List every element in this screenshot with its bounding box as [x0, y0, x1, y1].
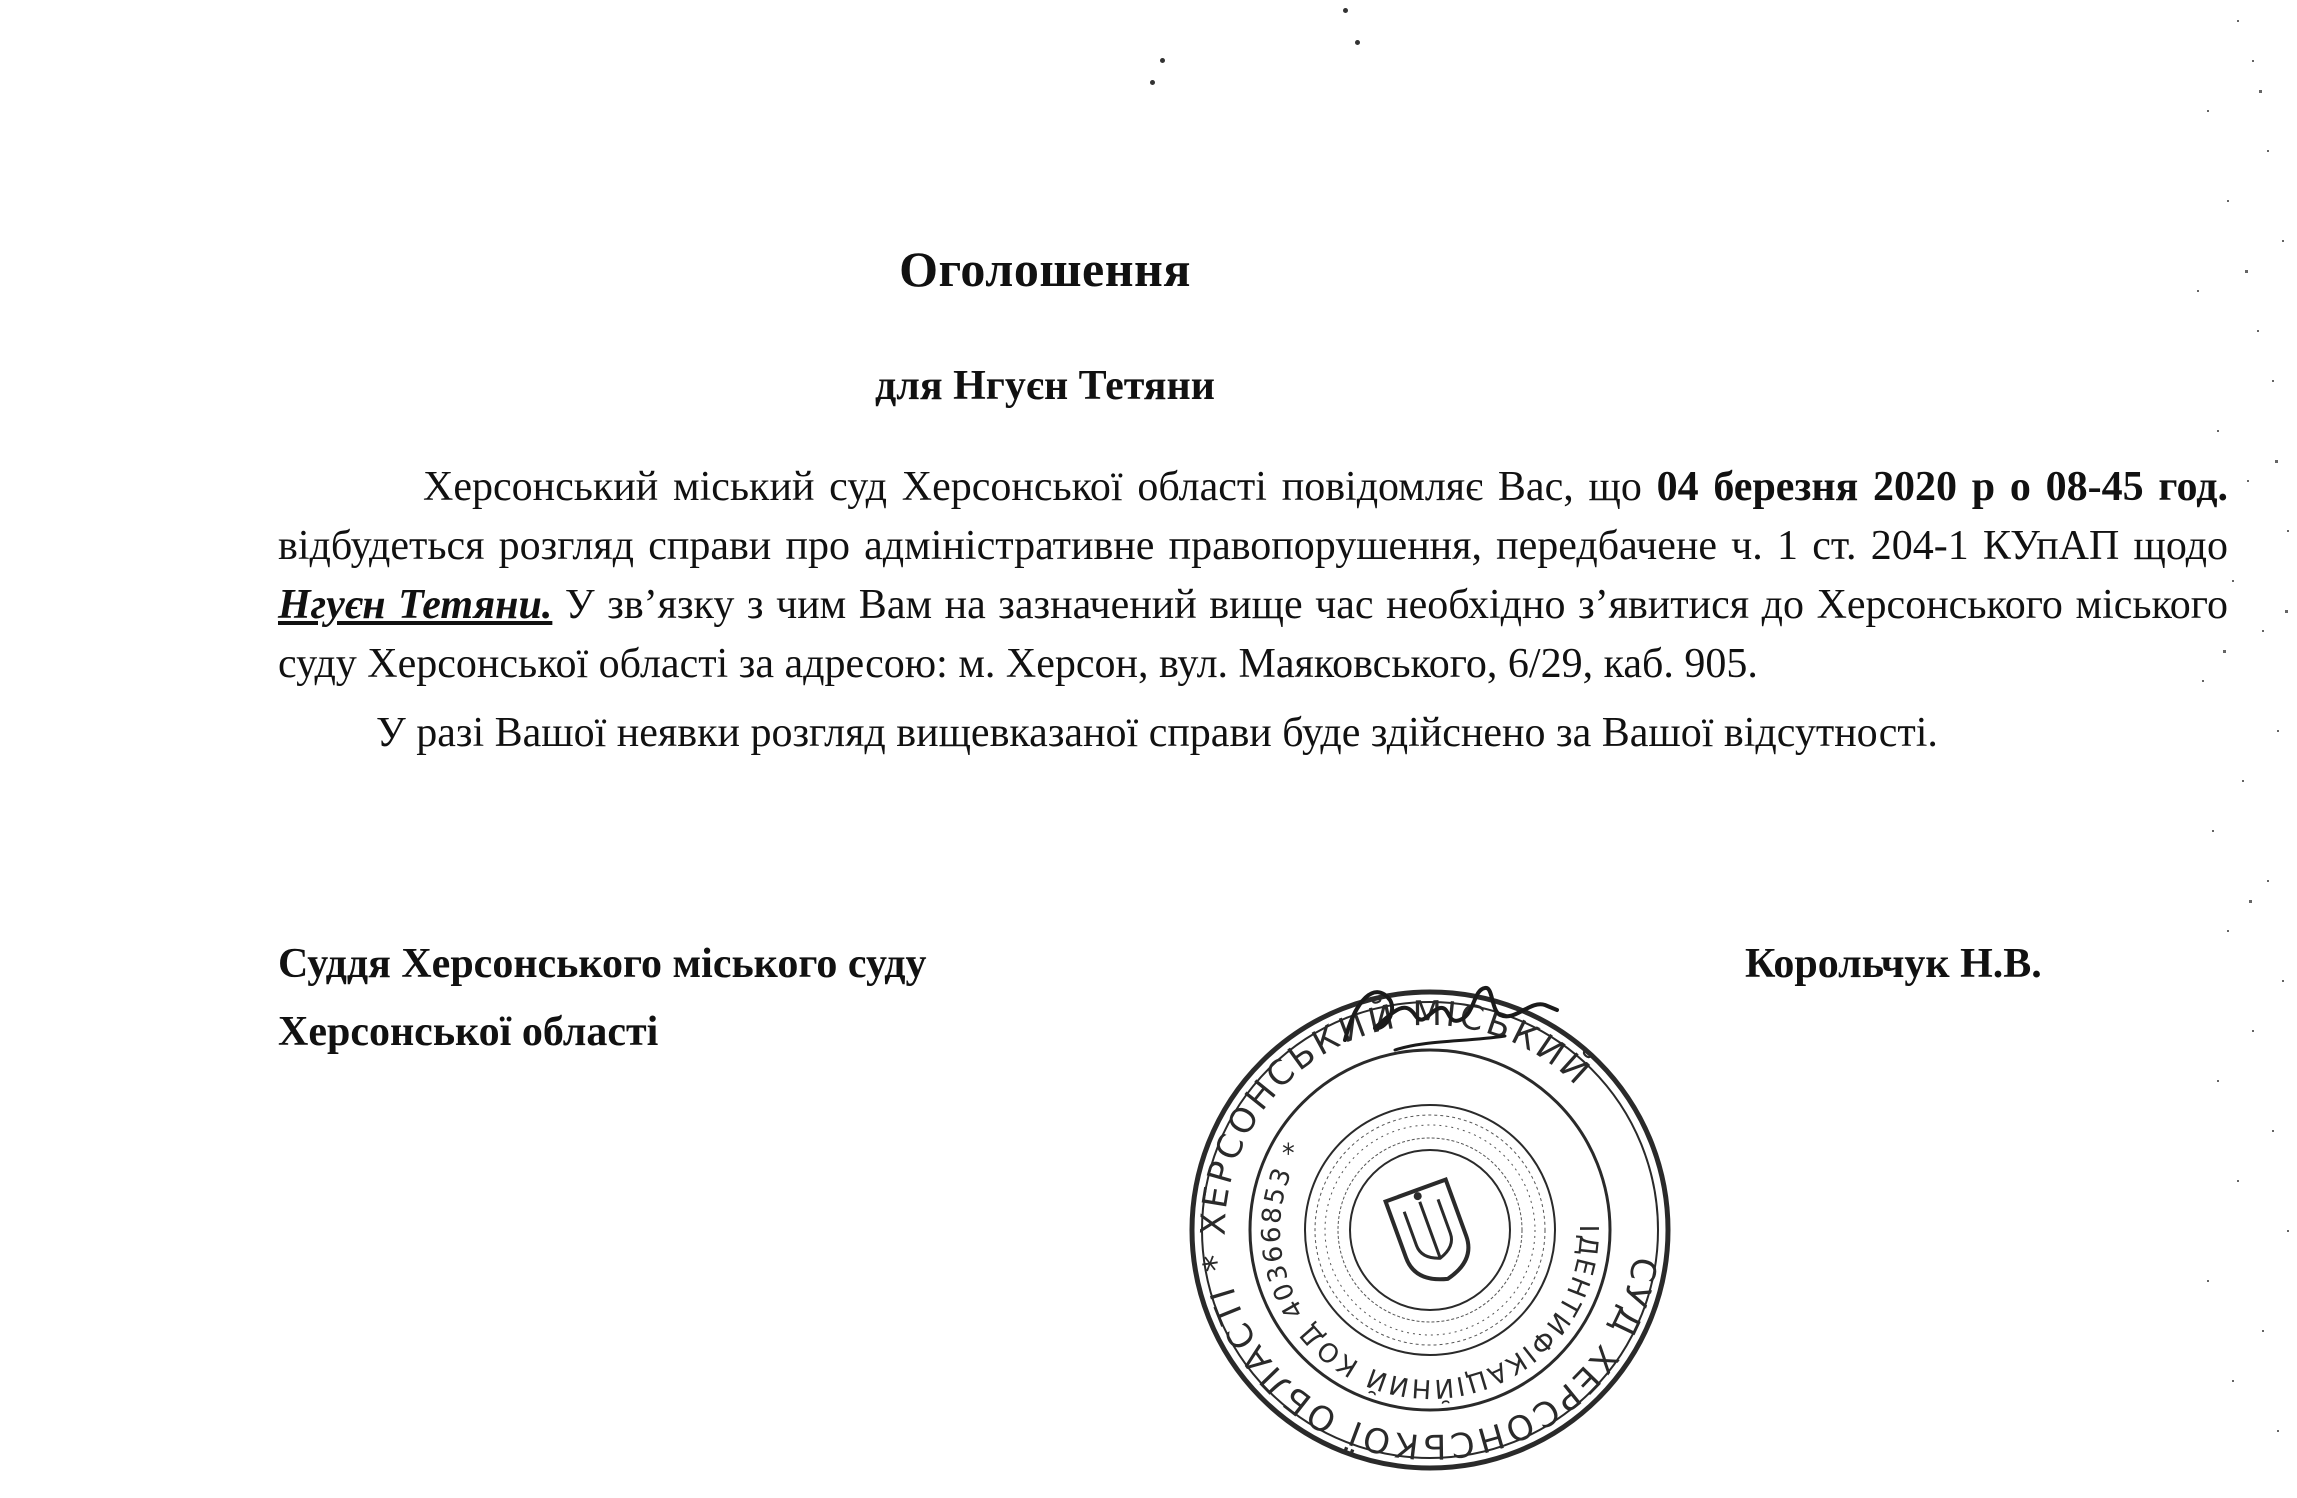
stamp-inner-text: ІДЕНТИФІКАЦІЙНИЙ КОД 40366853 * — [1256, 1136, 1604, 1404]
signer-name: Корольчук Н.В. — [1745, 941, 2042, 987]
document-subtitle: для Нгуєн Тетяни — [875, 363, 1215, 409]
document-title: Оголошення — [899, 241, 1191, 297]
scan-speck — [1160, 58, 1165, 63]
paragraph-notice — [278, 458, 2228, 694]
scan-speck — [1343, 8, 1348, 13]
handwritten-signature — [1335, 970, 1565, 1060]
scan-speck — [1355, 40, 1360, 45]
notice-part3: У зв’язку з чим Вам на зазначений вище час необхідно з’явитися до Херсонського міського суду Херсонської області за адресою: м. Херсон, вул. Маяковського, 6/29, каб. 905. — [278, 582, 2228, 687]
scan-noise — [1997, 0, 2297, 1498]
coat-of-arms-icon — [1386, 1180, 1478, 1290]
notice-part2: відбудеться розгляд справи про адміністративне правопорушення, передбачене ч. 1 ст. 204-1 КУпАП щодо — [278, 523, 2228, 569]
hearing-date-time: 04 березня 2020 р о 08-45 год. — [1656, 464, 2228, 510]
person-name: Нгуєн Тетяни. — [278, 582, 553, 628]
document-body — [278, 458, 2228, 768]
scan-speck — [1150, 80, 1155, 85]
signer-position-line2: Херсонської області — [278, 1009, 659, 1055]
signer-position-line1: Суддя Херсонського міського суду — [278, 941, 927, 987]
paragraph-absence: У разі Вашої неявки розгляд вищевказаної справи буде здійснено за Вашої відсутності. — [376, 710, 1938, 756]
notice-part1: Херсонський міський суд Херсонської області повідомляє Вас, що — [423, 464, 1657, 510]
stamp-outer-text: СУД ХЕРСОНСЬКОЇ ОБЛАСТІ * ХЕРСОНСЬКИЙ МІСЬКИЙ — [1193, 993, 1665, 1467]
signer-position — [278, 930, 927, 1066]
